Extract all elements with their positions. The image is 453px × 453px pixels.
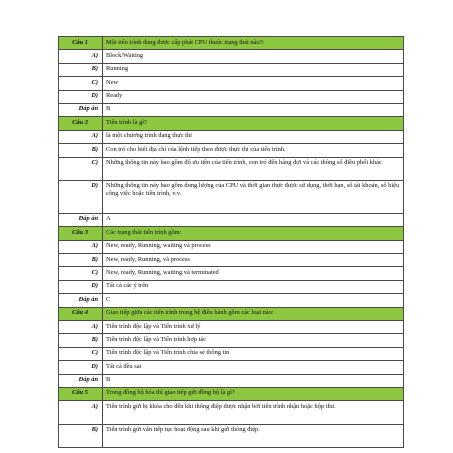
option-text: Running — [103, 63, 404, 76]
option-text: Tiến trình độc lập và Tiến trình hợp tác — [103, 334, 404, 347]
option-text: New, ready, Running, waiting và process — [103, 240, 404, 253]
question-label: Câu 4 — [59, 307, 103, 320]
question-label: Câu 2 — [59, 117, 103, 130]
option-row — [59, 334, 404, 347]
question-row-3 — [59, 227, 404, 240]
option-label: D) — [59, 361, 103, 374]
answer-label: Đáp án — [59, 374, 103, 387]
option-row — [59, 63, 404, 76]
answer-value: B — [103, 103, 404, 116]
option-row — [59, 361, 404, 374]
option-text: New — [103, 77, 404, 90]
question-label: Câu 5 — [59, 387, 103, 400]
option-label: B) — [59, 424, 103, 447]
question-label: Câu 3 — [59, 227, 103, 240]
quiz-table — [58, 36, 404, 448]
option-text: New, ready, Running, waiting và terminated — [103, 267, 404, 280]
question-label: Câu 1 — [59, 37, 103, 50]
option-row — [59, 267, 404, 280]
question-row-4 — [59, 307, 404, 320]
option-row — [59, 144, 404, 157]
question-row-2 — [59, 117, 404, 130]
option-label: A) — [59, 240, 103, 253]
question-text: Giao tiếp giữa các tiến trình trong hệ điều hành gồm các loại nào: — [103, 307, 404, 320]
option-text: Những thông tin này bao gồm độ ưu tiên của tiến trình, con trỏ đến hàng đợi và các thông số điều phối khác — [103, 157, 404, 180]
option-row — [59, 424, 404, 447]
answer-row — [59, 374, 404, 387]
option-text: New, ready, Running, và process — [103, 254, 404, 267]
question-text: Một tiến trình đang được cấp phát CPU thuộc trạng thái nào?: — [103, 37, 404, 50]
option-label: A) — [59, 130, 103, 143]
option-label: A) — [59, 50, 103, 63]
option-label: B) — [59, 63, 103, 76]
option-label: C) — [59, 267, 103, 280]
option-label: B) — [59, 334, 103, 347]
option-label: B) — [59, 144, 103, 157]
answer-value: B — [103, 374, 404, 387]
option-label: D) — [59, 90, 103, 103]
answer-row — [59, 103, 404, 116]
answer-value: C — [103, 294, 404, 307]
option-row — [59, 240, 404, 253]
option-row — [59, 130, 404, 143]
question-text: Các trạng thái tiến trình gồm: — [103, 227, 404, 240]
question-text: Tiến trình là gì? — [103, 117, 404, 130]
answer-row — [59, 294, 404, 307]
option-row — [59, 157, 404, 180]
answer-row — [59, 213, 404, 226]
option-text: Con trỏ cho biết địa chỉ của lệnh tiếp theo được thực thi của tiến trình. — [103, 144, 404, 157]
option-text: Tiến trình gửi bị khóa cho đến khi thông điệp được nhận bởi tiến trình nhận hoặc hộp thư. — [103, 401, 404, 424]
option-label: A) — [59, 321, 103, 334]
option-text: Tất cả đều sai — [103, 361, 404, 374]
question-text: Trong đồng bộ hóa thì giao tiếp gửi đồng bộ là gì? — [103, 387, 404, 400]
question-row-5 — [59, 387, 404, 400]
answer-label: Đáp án — [59, 213, 103, 226]
option-row — [59, 401, 404, 424]
option-text: là một chương trình đang thực thi — [103, 130, 404, 143]
option-row — [59, 50, 404, 63]
option-label: D) — [59, 280, 103, 293]
option-label: C) — [59, 157, 103, 180]
question-row-1 — [59, 37, 404, 50]
option-text: Tiến trình gửi vẫn tiếp tục hoạt động sau khi gửi thông điệp. — [103, 424, 404, 447]
answer-label: Đáp án — [59, 294, 103, 307]
option-row — [59, 77, 404, 90]
answer-label: Đáp án — [59, 103, 103, 116]
option-text: Block/Waiting — [103, 50, 404, 63]
option-text: Những thông tin này bao gồm dung lượng của CPU và thời gian thực được sử dụng, thời hạn, số tài khoản, số hiệu công việc hoặc tiến trình, v.v. — [103, 180, 404, 213]
option-row — [59, 280, 404, 293]
option-row — [59, 347, 404, 360]
option-row — [59, 180, 404, 213]
option-label: B) — [59, 254, 103, 267]
option-text: Tiến trình độc lập và Tiến trình chia sẻ thông tin — [103, 347, 404, 360]
option-label: A) — [59, 401, 103, 424]
answer-value: A — [103, 213, 404, 226]
option-label: D) — [59, 180, 103, 213]
option-label: C) — [59, 347, 103, 360]
option-row — [59, 90, 404, 103]
option-label: C) — [59, 77, 103, 90]
option-row — [59, 254, 404, 267]
option-text: Tiến trình độc lập và Tiến trình xử lý — [103, 321, 404, 334]
option-text: Ready — [103, 90, 404, 103]
option-text: Tất cả các ý trên — [103, 280, 404, 293]
option-row — [59, 321, 404, 334]
